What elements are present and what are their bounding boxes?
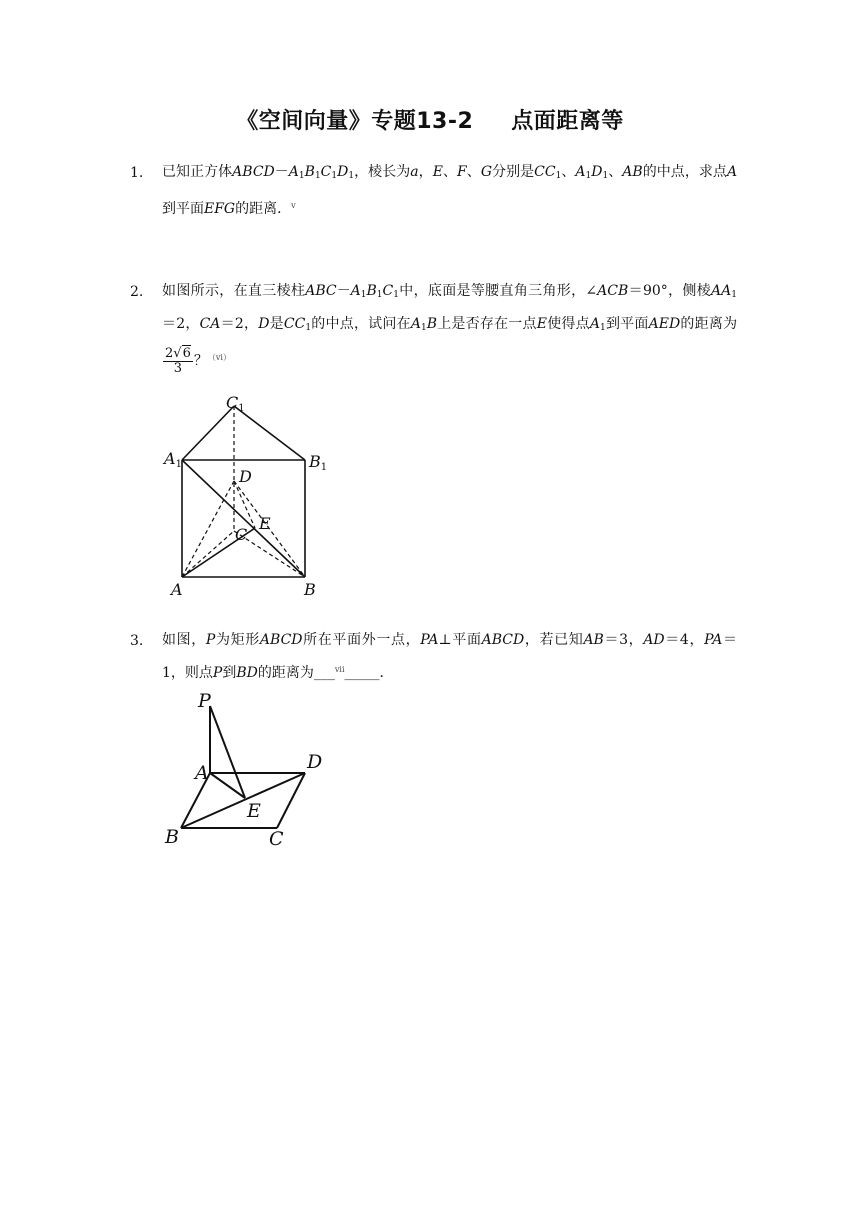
edge-c1-a1 [182,406,234,460]
fraction-2-root6-over-3: $\frac{2√6}{3}$ [165,345,191,376]
label-a1: A1 [164,449,182,470]
edge-c1-b1 [234,406,305,460]
label-p: P [198,690,211,712]
problem-2-text: 如图所示，在直三棱柱$ABC-A_1B_1C_1$中，底面是等腰直角三角形，∠ACB＝90°，侧棱$AA_1=2$，CA＝2，D是$CC_1$的中点，试问在$A_1B$上是否存在一点E使得点$A_1$到平面AED的距离为 $\frac{2√6}{3}$ ？$^{(vi)}$ [162,283,738,376]
label-d: D [307,751,323,773]
label-e: E [247,800,261,822]
segment-p-e [210,706,245,798]
label-a: A [171,580,183,599]
label-d: D [239,467,252,486]
label-e: E [259,514,271,533]
problem-3-text: 如图，P为矩形ABCD所在平面外一点，PA⊥平面ABCD，若已知AB＝3，AD＝4，PA＝1，则点P到BD的距离为___$^{vii}$_____． [162,632,738,681]
label-c1: C1 [226,393,245,414]
page-title [0,104,860,135]
label-c: C [269,828,284,850]
edge-d-c [277,773,305,828]
pyramid-figure [158,685,348,855]
problem-3-number: 3. [130,633,144,649]
title-main: 《空间向量》专题13-2 [236,109,474,134]
label-c: C [235,525,248,544]
edge-a-c [182,531,234,577]
title-sub: 点面距离等 [511,109,624,134]
label-b1: B1 [309,452,328,473]
problem-1-text: 已知正方体$ABCD-A_1B_1C_1D_1$，棱长为a，E、F、G分别是$CC_1$、$A_1D_1$、AB的中点，求点A到平面EFG的距离．$^v$ [162,164,738,217]
label-b: B [304,580,316,599]
prism-figure [158,388,348,603]
problem-2-number: 2. [130,284,144,300]
label-b: B [165,826,179,848]
label-a: A [195,762,209,784]
segment-d-a [182,481,234,577]
problem-1-number: 1. [130,165,144,181]
